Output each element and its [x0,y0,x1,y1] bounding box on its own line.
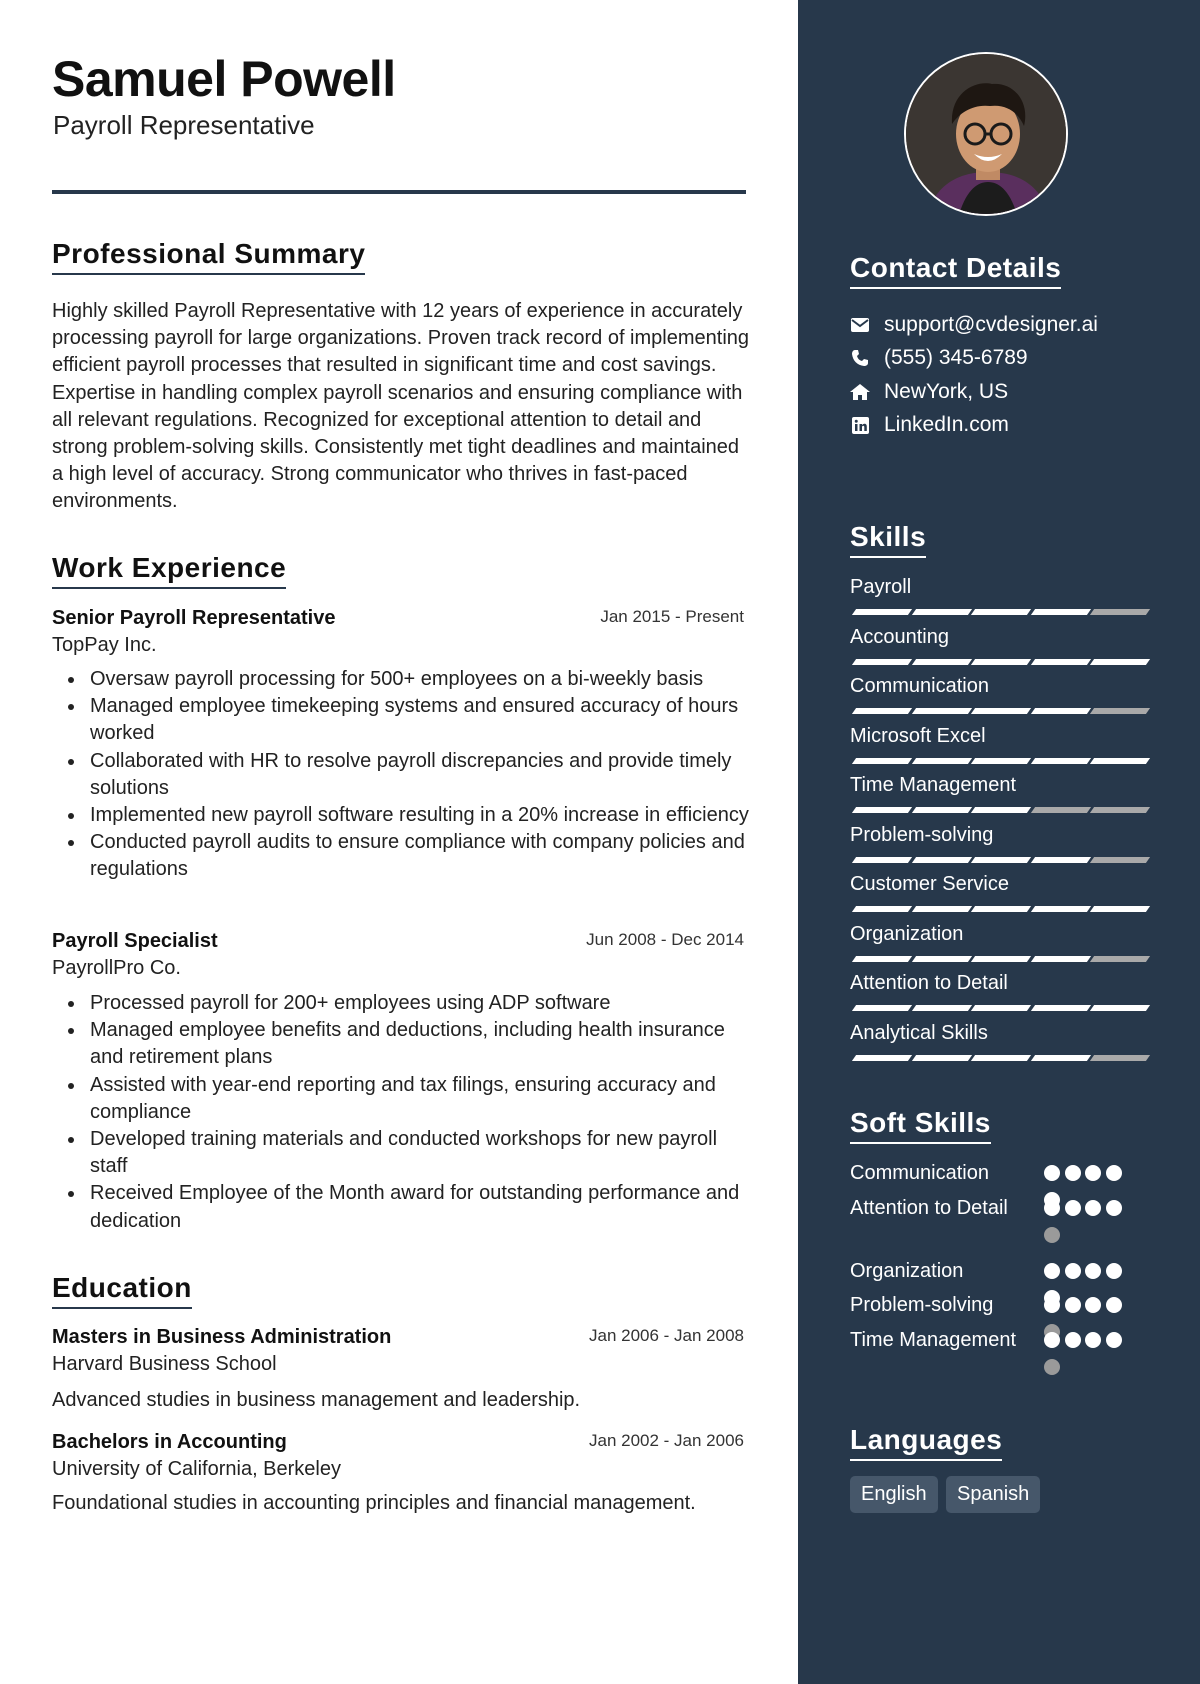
skill-level-segment [1030,1055,1090,1061]
skill-level-segment [911,609,971,615]
skill-level-segment [971,609,1031,615]
soft-skill-dot [1085,1200,1101,1216]
skill-level-segment [911,906,971,912]
soft-skill-dot [1065,1263,1081,1279]
soft-skill-dot [1106,1263,1122,1279]
skill-level-segment [1090,708,1150,714]
skill-level-segment [1090,1005,1150,1011]
soft-skill-dot [1085,1297,1101,1313]
contact-linkedin[interactable] [850,412,1009,438]
skill-level-segment [1090,1055,1150,1061]
skill-level-segment [852,1005,912,1011]
skill-level-segment [971,956,1031,962]
soft-skill-name: Communication [850,1162,989,1184]
skill-level-segment [911,1055,971,1061]
skill-level-segment [852,1055,912,1061]
skill-level-segment [911,708,971,714]
list-item: Oversaw payroll processing for 500+ employees on a bi-weekly basis [52,666,752,693]
skill-level-segment [852,708,912,714]
soft-skill-dot [1044,1227,1060,1243]
candidate-name: Samuel Powell [52,51,396,107]
school-name: University of California, Berkeley [52,1458,341,1480]
degree-title: Masters in Business Administration [52,1326,392,1348]
skill-level-segment [852,906,912,912]
skill-level-segment [852,659,912,665]
soft-skill-dot [1085,1165,1101,1181]
skill-name: Organization [850,922,964,945]
skill-level-segment [1030,708,1090,714]
list-item: Managed employee timekeeping systems and ensured accuracy of hours worked [52,693,752,747]
avatar [904,52,1068,216]
skill-level-segment [1030,857,1090,863]
degree-description: Advanced studies in business management and leadership. [52,1389,581,1411]
job-date: Jan 2015 - Present [600,607,744,626]
soft-skill-dot [1065,1165,1081,1181]
contact-location [850,379,1008,405]
degree-description: Foundational studies in accounting principles and financial management. [52,1492,696,1514]
soft-skill-dot [1044,1200,1060,1216]
soft-skill-dot [1044,1359,1060,1375]
list-item: Conducted payroll audits to ensure compliance with company policies and regulations [52,829,752,883]
skill-level-segment [852,758,912,764]
soft-skill-dot [1106,1332,1122,1348]
list-item: Processed payroll for 200+ employees using ADP software [52,990,752,1017]
list-item: Assisted with year-end reporting and tax filings, ensuring accuracy and compliance [52,1072,752,1126]
linkedin-icon [850,415,870,435]
soft-skill-dot [1106,1297,1122,1313]
job-bullets [52,990,752,1235]
language-chip: English [850,1476,938,1513]
job-date: Jun 2008 - Dec 2014 [586,930,744,949]
skill-level-segment [1030,906,1090,912]
contact-heading: Contact Details [850,252,1061,289]
skill-level-segment [852,609,912,615]
location-text: NewYork, US [884,380,1009,403]
soft-skill-name: Problem-solving [850,1294,994,1316]
skill-level-bar [850,807,1146,815]
skill-level-bar [850,1005,1146,1013]
soft-skills-heading: Soft Skills [850,1107,991,1144]
skill-level-bar [850,659,1146,667]
avatar-portrait-icon [906,54,1068,216]
list-item: Collaborated with HR to resolve payroll discrepancies and provide timely solutions [52,748,752,802]
skill-level-segment [971,857,1031,863]
skill-name: Accounting [850,625,949,648]
list-item: Developed training materials and conducted workshops for new payroll staff [52,1126,752,1180]
skill-level-bar [850,758,1146,766]
skill-name: Communication [850,675,989,697]
soft-skill-name: Time Management [850,1329,1016,1351]
soft-skill-name: Attention to Detail [850,1197,1008,1219]
linkedin-text: LinkedIn.com [884,413,1009,436]
skills-heading: Skills [850,521,926,558]
skill-level-segment [1030,807,1090,813]
skill-level-segment [911,659,971,665]
degree-date: Jan 2002 - Jan 2006 [588,1431,744,1450]
job-title: Senior Payroll Representative [52,607,336,629]
skill-level-bar [850,906,1146,914]
skill-level-segment [1030,659,1090,665]
summary-heading: Professional Summary [52,238,365,275]
skill-level-segment [971,659,1031,665]
soft-skill-dot [1065,1200,1081,1216]
candidate-role: Payroll Representative [53,110,315,140]
contact-email[interactable] [850,312,1098,338]
soft-skill-dot [1044,1165,1060,1181]
job-company: PayrollPro Co. [52,957,181,979]
skill-level-segment [971,758,1031,764]
list-item: Managed employee benefits and deductions, including health insurance and retirement plans [52,1017,752,1071]
contact-phone[interactable] [850,345,1028,371]
job-title: Payroll Specialist [52,930,218,952]
soft-skill-dot [1065,1332,1081,1348]
skill-level-segment [1090,659,1150,665]
soft-skill-dot [1106,1165,1122,1181]
skill-level-segment [1090,807,1150,813]
skill-name: Analytical Skills [850,1021,988,1044]
skill-name: Attention to Detail [850,972,1008,994]
skill-level-bar [850,609,1146,617]
list-item: Received Employee of the Month award for outstanding performance and dedication [52,1180,752,1234]
email-text: support@cvdesigner.ai [884,313,1098,336]
skill-level-segment [852,857,912,863]
skill-level-segment [852,956,912,962]
skill-level-segment [1090,609,1150,615]
language-chip: Spanish [946,1476,1040,1513]
education-heading: Education [52,1272,192,1309]
skill-level-segment [1030,758,1090,764]
skill-level-segment [1090,758,1150,764]
sidebar [798,0,1200,1684]
skill-level-segment [852,807,912,813]
skill-name: Payroll [850,576,912,598]
skill-level-segment [971,708,1031,714]
soft-skill-dot [1044,1297,1060,1313]
degree-title: Bachelors in Accounting [52,1431,287,1453]
skill-level-bar [850,956,1146,964]
skill-level-segment [911,956,971,962]
experience-heading: Work Experience [52,552,286,589]
soft-skill-dot [1044,1263,1060,1279]
soft-skill-dot [1065,1297,1081,1313]
header-divider [52,190,746,194]
skill-level-segment [911,1005,971,1011]
skill-name: Customer Service [850,873,1009,895]
skill-level-segment [1030,956,1090,962]
skill-name: Time Management [850,774,1016,796]
skill-level-segment [911,758,971,764]
skill-level-segment [971,906,1031,912]
skill-level-segment [1090,956,1150,962]
skill-level-segment [911,807,971,813]
skill-level-segment [971,1005,1031,1011]
skill-level-segment [1090,906,1150,912]
home-icon [850,382,870,402]
school-name: Harvard Business School [52,1353,277,1375]
degree-date: Jan 2006 - Jan 2008 [588,1326,744,1345]
soft-skill-name: Organization [850,1260,964,1282]
skill-level-segment [1090,857,1150,863]
job-company: TopPay Inc. [52,634,157,656]
soft-skill-dot [1085,1263,1101,1279]
skill-level-bar [850,708,1146,716]
skill-level-segment [971,1055,1031,1061]
envelope-icon [850,315,870,335]
skill-level-segment [1030,609,1090,615]
skill-level-bar [850,1055,1146,1063]
skill-name: Microsoft Excel [850,724,986,747]
soft-skill-dot [1106,1200,1122,1216]
skill-level-segment [971,807,1031,813]
soft-skill-dot [1085,1332,1101,1348]
skill-level-segment [911,857,971,863]
skill-level-bar [850,857,1146,865]
soft-skill-dot [1044,1332,1060,1348]
skill-level-segment [1030,1005,1090,1011]
languages-heading: Languages [850,1424,1002,1461]
phone-icon [850,348,870,368]
list-item: Implemented new payroll software resulting in a 20% increase in efficiency [52,802,752,829]
job-bullets [52,666,752,884]
summary-text: Highly skilled Payroll Representative with 12 years of experience in accurately processing payroll for large organizations. Proven track record of implementing efficient payroll processes that resulted in significant time and cost savings. Expertise in handling complex payroll scenarios and ensuring compliance with all relevant regulations. Recognized for exceptional attention to detail and strong problem-solving skills. Consistently met tight deadlines and maintained a high level of accuracy. Strong communicator who thrives in fast-paced environments. [52,300,750,513]
skill-name: Problem-solving [850,823,994,846]
phone-text: (555) 345-6789 [884,346,1028,369]
